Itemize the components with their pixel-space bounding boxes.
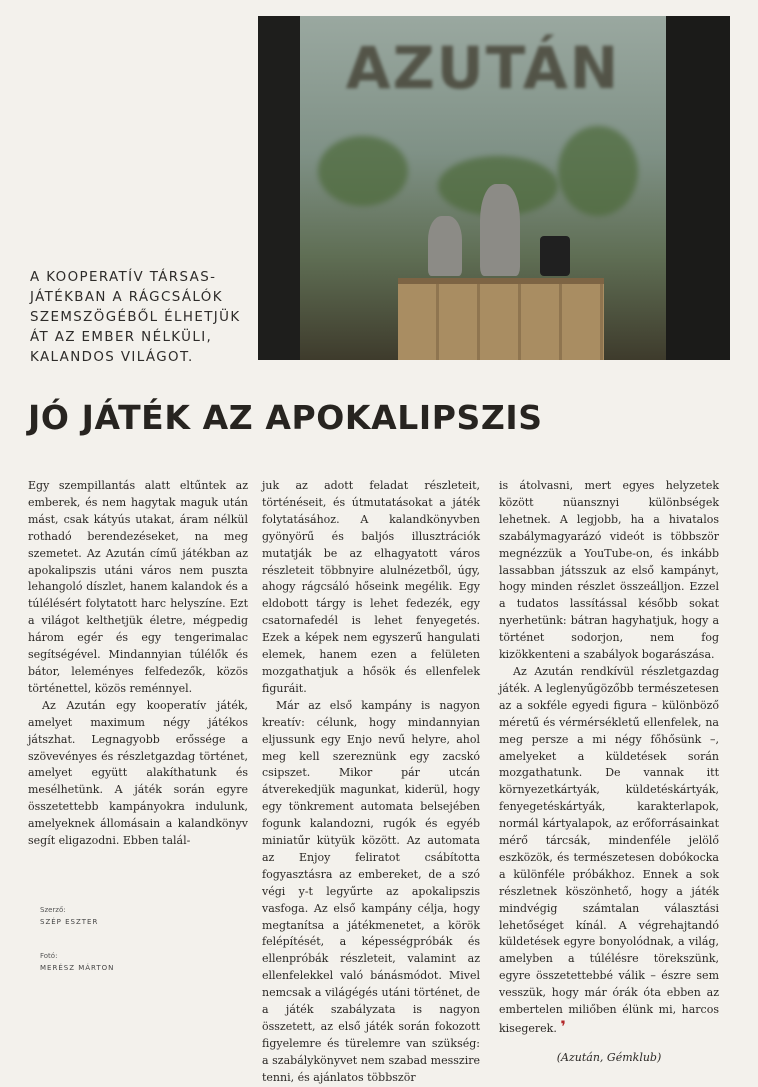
- article-title: JÓ JÁTÉK AZ APOKALIPSZIS: [28, 398, 543, 437]
- photo-shadow-left: [258, 16, 300, 360]
- source-note: (Azután, Gémklub): [556, 1050, 662, 1064]
- photo-foliage: [318, 136, 408, 206]
- body-column-2: [262, 478, 480, 1087]
- photo-miniature-mouse: [428, 216, 462, 276]
- photo-game-logo: AZUTÁN: [345, 34, 621, 102]
- body-column-1: [28, 478, 248, 850]
- caption-line: A KOOPERATÍV TÁRSAS-: [30, 270, 217, 285]
- body-paragraph-last: [499, 664, 719, 1038]
- photo-miniature-rat: [480, 184, 520, 276]
- caption-line: SZEMSZÖGÉBŐL ÉLHETJÜK: [30, 310, 241, 325]
- body-paragraph: juk az adott feladat részleteit, történéseit, és útmutatásokat a játék folytatásához. A kalandkönyvben gyönyörű és baljós illusztrációk mutatják be az elhagyatott város részleteit többnyire alulnézetből, úgy, ahogy rágcsáló hőseink megélik. Egy eldobott tárgy is lehet fedezék, egy csatornafedél is lehet fenyegetés. Ezek a képek nem egyszerű hangulati elemek, hanem ezen a felületen mozgathatjuk a hősök és ellenfelek figuráit.: [262, 479, 480, 695]
- photo-dice: [540, 236, 570, 276]
- body-paragraph: is átolvasni, mert egyes helyzetek között nüansznyi különbségek lehetnek. A legjobb, ha a hivatalos szabálymagyarázó videót is többször megnézzük a YouTube-on, és inkább lassabban játsszuk az első kampányt, hogy minden részlet összeálljon. Ezzel a tudatos lassítással később sokat nyerhetünk: bátran hagyhatjuk, hogy a történet sodorjon, nem fog kizökkenteni a szabályok bogarászása.: [499, 479, 719, 662]
- photographer-name: MERÉSZ MÁRTON: [40, 964, 115, 972]
- body-column-3: [499, 478, 719, 1067]
- end-mark-icon: ❜: [560, 1017, 566, 1036]
- caption-line: ÁT AZ EMBER NÉLKÜLI,: [30, 330, 213, 345]
- body-paragraph: Az Azután egy kooperatív játék, amelyet maximum négy játékos játszhat. Legnagyobb erőssége a szövevényes és részletgazdag történet, amelyet együtt alakíthatunk és mesélhetünk. A játék során egyre összetettebb kampányokra indulunk, amelyeknek állomásain a kalandkönyv segít eligazodni. Ebben talál-: [28, 698, 248, 848]
- author-label: Szerző:: [40, 906, 66, 914]
- photo-crate: [398, 278, 604, 360]
- caption-line: KALANDOS VILÁGOT.: [30, 350, 194, 365]
- photo-caption: [30, 268, 256, 368]
- body-paragraph: Már az első kampány is nagyon kreatív: célunk, hogy mindannyian eljussunk egy Enjo nevű helyre, ahol meg kell szereznünk egy zacskó csipszet. Mikor pár utcán átverekedjük magunkat, kiderül, hogy egy tönkrement automata belsejében fogunk kalandozni, rugók és egyéb miniatűr kütyük között. Az automata az Enjoy feliratot csábította fogyasztásra az embereket, de a szó végi y-t legyűrte az apokalipszis vasfoga. Az első kampány célja, hogy megtanítsa a játékmenetet, a körök felépítését, a képességpróbák és ellenpróbák részleteit, valamint az ellenfelekkel való bánásmódot. Mivel nemcsak a világégés utáni történet, de a játék szabályzata is nagyon összetett, az első játék során fokozott figyelemre és türelemre van szükség: a szabálykönyvet nem szabad messzire tenni, és ajánlatos többször: [262, 698, 480, 1084]
- article-photo: [258, 16, 730, 360]
- photo-foliage: [558, 126, 638, 216]
- author-name: SZÉP ESZTER: [40, 918, 99, 926]
- body-paragraph-text: Az Azután rendkívül részletgazdag játék. A leglenyűgözőbb természetesen az a sokféle egyedi figura – különböző méretű és vérmérsékletű ellenfelek, na meg persze a mi négy főhősünk –, amelyeket a küldetések során mozgathatunk. De vannak itt környezetkártyák, küldetéskártyák, fenyegetéskártyák, karakterlapok, normál kártyalapok, az erőforrásainkat mérő tárcsák, mindenféle jelölő eszközök, és természetesen dobókocka a különféle próbákhoz. Ennek a sok részletnek köszönhető, hogy a játék mindvégig számtalan választási lehetőséget kínál. A végrehajtandó küldetések egyre bonyolódnak, a világ, amelyben a túlélésre törekszünk, egyre összetettebbé válik – észre sem vesszük, hogy már órák óta ebben az embertelen miliőben élünk mi, harcos kisegerek.: [499, 664, 719, 1035]
- photographer-label: Fotó:: [40, 952, 58, 960]
- photo-shadow-right: [666, 16, 730, 360]
- caption-line: JÁTÉKBAN A RÁGCSÁLÓK: [30, 290, 223, 305]
- body-paragraph: Egy szempillantás alatt eltűntek az emberek, és nem hagytak maguk után mást, csak kátyús utakat, áram nélkül rothadó berendezéseket, na meg szemetet. Az Azután című játékban az apokalipszis utáni város nem puszta lehangoló díszlet, hanem kalandok és a túlélésért folytatott harc helyszíne. Ezt a világot kelthetjük életre, mégpedig három egér és egy tengerimalac segítségével. Mindannyian túlélők és bátor, leleményes felfedezők, közös történettel, közös reménnyel.: [28, 479, 248, 695]
